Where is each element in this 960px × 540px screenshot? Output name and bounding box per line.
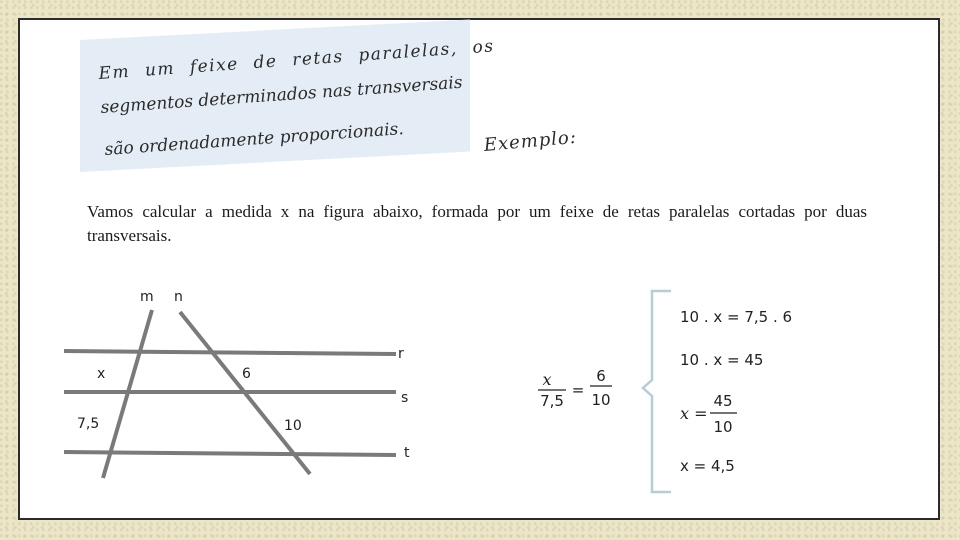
label-m: m — [140, 289, 154, 305]
proportion-left-numerator: x — [542, 370, 552, 389]
solution-step-3-variable: x = — [680, 404, 708, 423]
proportion-right-denominator: 10 — [591, 391, 611, 409]
label-t: t — [404, 445, 410, 461]
label-6: 6 — [242, 366, 251, 382]
definition-line-2: segmentos determinados nas transversais — [100, 72, 464, 118]
label-x: x — [97, 366, 106, 382]
solution-step-3-numerator: 45 — [713, 392, 733, 410]
label-10: 10 — [284, 418, 302, 434]
proportion-equals: = — [571, 381, 585, 399]
solution-step-4: x = 4,5 — [680, 457, 735, 475]
proportion-left-denominator: 7,5 — [540, 392, 564, 410]
label-s: s — [401, 390, 409, 406]
example-label: Exemplo: — [483, 126, 578, 156]
definition-line-3: são ordenadamente proporcionais. — [104, 119, 405, 160]
problem-statement: Vamos calcular a medida x na figura abaixo, formada por um feixe de retas paralelas cortadas por duas transversais. — [87, 202, 867, 245]
label-n: n — [174, 289, 183, 305]
definition-line-1: Em um feixe de retas paralelas, os — [98, 36, 496, 84]
parallel-line-r — [64, 351, 396, 354]
label-7-5: 7,5 — [77, 416, 100, 432]
label-r: r — [398, 346, 404, 362]
proportion-right-numerator: 6 — [596, 367, 606, 385]
solution-step-3-denominator: 10 — [713, 418, 733, 436]
solution-step-1: 10 . x = 7,5 . 6 — [680, 308, 793, 326]
parallel-line-t — [64, 452, 396, 455]
solution-brace — [643, 291, 671, 492]
solution-step-2: 10 . x = 45 — [680, 351, 764, 369]
